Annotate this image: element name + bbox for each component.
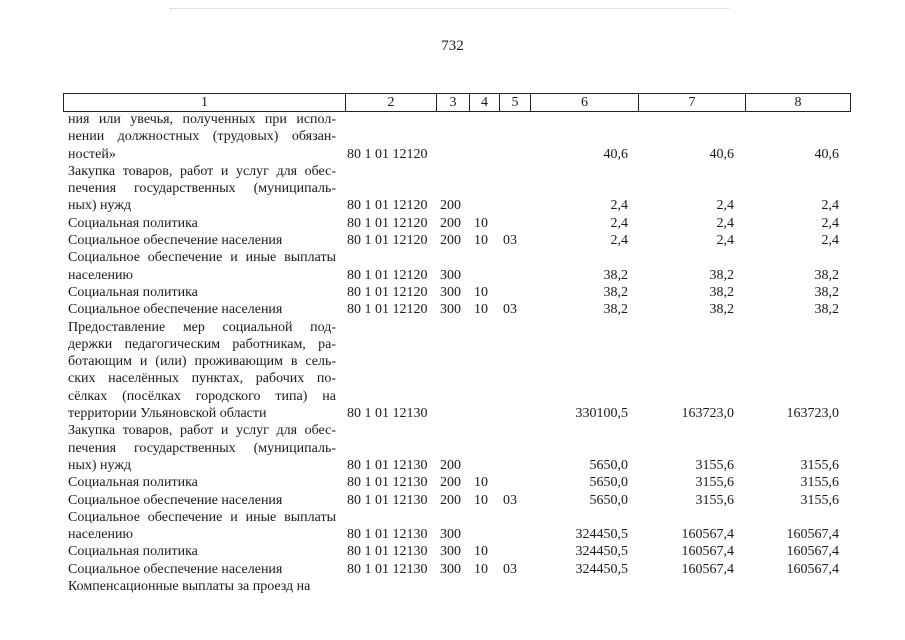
row-section: 10 (474, 233, 488, 249)
row-expense-type: 300 (440, 284, 461, 300)
row-code: 80 1 01 12130 (347, 544, 428, 560)
description-line: ния или увечья, полученных при испол- (68, 112, 336, 127)
row-value-col-7: 163723,0 (681, 406, 734, 422)
page-number: 732 (441, 38, 464, 54)
row-section: 10 (474, 215, 488, 231)
description-line: Компенсационные выплаты за проезд на (68, 579, 311, 595)
row-value-col-8: 3155,6 (800, 475, 839, 491)
description-line: Социальная политика (68, 215, 198, 231)
row-description (68, 422, 336, 474)
row-expense-type: 300 (440, 527, 461, 543)
description-line: Социальная политика (68, 475, 198, 491)
row-value-col-8: 163723,0 (786, 406, 839, 422)
row-description (68, 301, 336, 318)
row-value-col-8: 40,6 (814, 146, 839, 162)
row-value-col-6: 38,2 (603, 284, 628, 300)
row-code: 80 1 01 12130 (347, 492, 428, 508)
row-value-col-6: 324450,5 (575, 527, 628, 543)
row-value-col-6: 2,4 (610, 233, 628, 249)
table-row (0, 249, 905, 284)
description-line: территории Ульяновской области (68, 406, 267, 422)
row-value-col-8: 160567,4 (786, 561, 839, 577)
description-line: Закупка товаров, работ и услуг для обес- (68, 423, 336, 439)
row-value-col-6: 324450,5 (575, 544, 628, 560)
row-value-col-6: 2,4 (610, 198, 628, 214)
row-value-col-6: 38,2 (603, 302, 628, 318)
table-row (0, 492, 905, 509)
row-code: 80 1 01 12130 (347, 457, 428, 473)
row-code: 80 1 01 12120 (347, 284, 428, 300)
row-value-col-6: 5650,0 (589, 492, 628, 508)
description-line: Социальная политика (68, 544, 198, 560)
row-section: 10 (474, 561, 488, 577)
row-value-col-6: 324450,5 (575, 561, 628, 577)
table-row (0, 561, 905, 578)
table-row (0, 232, 905, 249)
row-expense-type: 200 (440, 475, 461, 491)
row-expense-type: 300 (440, 267, 461, 283)
row-value-col-6: 5650,0 (589, 457, 628, 473)
row-value-col-7: 38,2 (709, 302, 734, 318)
row-description (68, 578, 336, 595)
row-value-col-7: 2,4 (716, 198, 734, 214)
description-line: печения государственных (муниципаль- (68, 181, 336, 197)
row-subsection: 03 (503, 302, 517, 318)
table-row (0, 284, 905, 301)
header-col-2: 2 (346, 94, 437, 112)
description-line: ных) нужд (68, 457, 132, 473)
row-subsection: 03 (503, 233, 517, 249)
row-code: 80 1 01 12120 (347, 233, 428, 249)
row-expense-type: 200 (440, 233, 461, 249)
header-col-3: 3 (437, 94, 470, 112)
description-line: населению (68, 527, 133, 543)
description-line: ских населённых пунктах, рабочих по- (68, 371, 336, 387)
description-line: населению (68, 267, 133, 283)
row-expense-type: 300 (440, 561, 461, 577)
row-code: 80 1 01 12130 (347, 475, 428, 491)
description-line: ботающим и (или) проживающим в сель- (68, 354, 336, 370)
column-header-table (63, 93, 851, 112)
header-col-5: 5 (500, 94, 531, 112)
row-value-col-6: 5650,0 (589, 475, 628, 491)
table-body (0, 111, 905, 595)
description-line: Социальное обеспечение населения (68, 492, 283, 508)
row-description (68, 215, 336, 232)
row-value-col-7: 2,4 (716, 233, 734, 249)
row-value-col-6: 38,2 (603, 267, 628, 283)
row-value-col-8: 2,4 (821, 215, 839, 231)
description-line: Социальное обеспечение населения (68, 233, 283, 249)
row-description (68, 474, 336, 491)
table-row (0, 163, 905, 215)
row-value-col-7: 3155,6 (695, 492, 734, 508)
row-value-col-7: 3155,6 (695, 457, 734, 473)
row-value-col-8: 38,2 (814, 267, 839, 283)
row-value-col-8: 38,2 (814, 284, 839, 300)
row-code: 80 1 01 12120 (347, 267, 428, 283)
description-line: ностей» (68, 146, 116, 162)
row-value-col-7: 38,2 (709, 284, 734, 300)
row-code: 80 1 01 12120 (347, 215, 428, 231)
description-line: нении должностных (трудовых) обязан- (68, 129, 336, 145)
scan-artifact-dots (170, 8, 730, 10)
row-value-col-6: 2,4 (610, 215, 628, 231)
description-line: держки педагогическим работникам, ра- (68, 336, 336, 352)
row-description (68, 163, 336, 215)
row-expense-type: 200 (440, 492, 461, 508)
table-row (0, 543, 905, 560)
row-section: 10 (474, 492, 488, 508)
row-code: 80 1 01 12120 (347, 198, 428, 214)
description-line: Социальное обеспечение населения (68, 561, 283, 577)
row-description (68, 492, 336, 509)
row-value-col-6: 330100,5 (575, 406, 628, 422)
row-value-col-8: 3155,6 (800, 457, 839, 473)
description-line: Закупка товаров, работ и услуг для обес- (68, 163, 336, 179)
row-description (68, 509, 336, 544)
row-value-col-7: 40,6 (709, 146, 734, 162)
table-row (0, 319, 905, 423)
row-code: 80 1 01 12120 (347, 302, 428, 318)
table-row (0, 509, 905, 544)
table-row (0, 422, 905, 474)
row-description (68, 249, 336, 284)
table-row (0, 111, 905, 163)
row-value-col-8: 2,4 (821, 233, 839, 249)
row-description (68, 543, 336, 560)
row-description (68, 319, 336, 423)
column-header-row (64, 94, 851, 112)
description-line: Социальная политика (68, 284, 198, 300)
row-description (68, 232, 336, 249)
description-line: Предоставление мер социальной под- (68, 319, 336, 335)
row-value-col-8: 38,2 (814, 302, 839, 318)
header-col-7: 7 (639, 94, 746, 112)
table-row (0, 578, 905, 595)
row-expense-type: 300 (440, 302, 461, 318)
table-row (0, 301, 905, 318)
description-line: Социальное обеспечение и иные выплаты (68, 250, 336, 266)
row-value-col-7: 160567,4 (681, 544, 734, 560)
row-expense-type: 200 (440, 215, 461, 231)
row-description (68, 561, 336, 578)
row-code: 80 1 01 12130 (347, 406, 428, 422)
row-code: 80 1 01 12130 (347, 561, 428, 577)
header-col-6: 6 (531, 94, 639, 112)
description-line: ных) нужд (68, 198, 132, 214)
row-subsection: 03 (503, 561, 517, 577)
row-value-col-7: 160567,4 (681, 527, 734, 543)
row-value-col-6: 40,6 (603, 146, 628, 162)
row-code: 80 1 01 12120 (347, 146, 428, 162)
row-value-col-8: 160567,4 (786, 527, 839, 543)
row-subsection: 03 (503, 492, 517, 508)
row-value-col-7: 2,4 (716, 215, 734, 231)
description-line: сёлках (посёлках городского типа) на (68, 388, 336, 404)
description-line: Социальное обеспечение и иные выплаты (68, 509, 336, 525)
row-section: 10 (474, 475, 488, 491)
row-description (68, 111, 336, 163)
row-value-col-7: 38,2 (709, 267, 734, 283)
row-value-col-8: 3155,6 (800, 492, 839, 508)
table-row (0, 215, 905, 232)
row-description (68, 284, 336, 301)
row-expense-type: 200 (440, 198, 461, 214)
row-expense-type: 300 (440, 544, 461, 560)
row-value-col-8: 160567,4 (786, 544, 839, 560)
row-value-col-7: 3155,6 (695, 475, 734, 491)
header-col-4: 4 (470, 94, 500, 112)
description-line: Социальное обеспечение населения (68, 302, 283, 318)
row-value-col-7: 160567,4 (681, 561, 734, 577)
row-code: 80 1 01 12130 (347, 527, 428, 543)
row-expense-type: 200 (440, 457, 461, 473)
description-line: печения государственных (муниципаль- (68, 440, 336, 456)
row-section: 10 (474, 544, 488, 560)
header-col-1: 1 (64, 94, 346, 112)
header-col-8: 8 (746, 94, 851, 112)
row-section: 10 (474, 302, 488, 318)
table-row (0, 474, 905, 491)
row-value-col-8: 2,4 (821, 198, 839, 214)
row-section: 10 (474, 284, 488, 300)
